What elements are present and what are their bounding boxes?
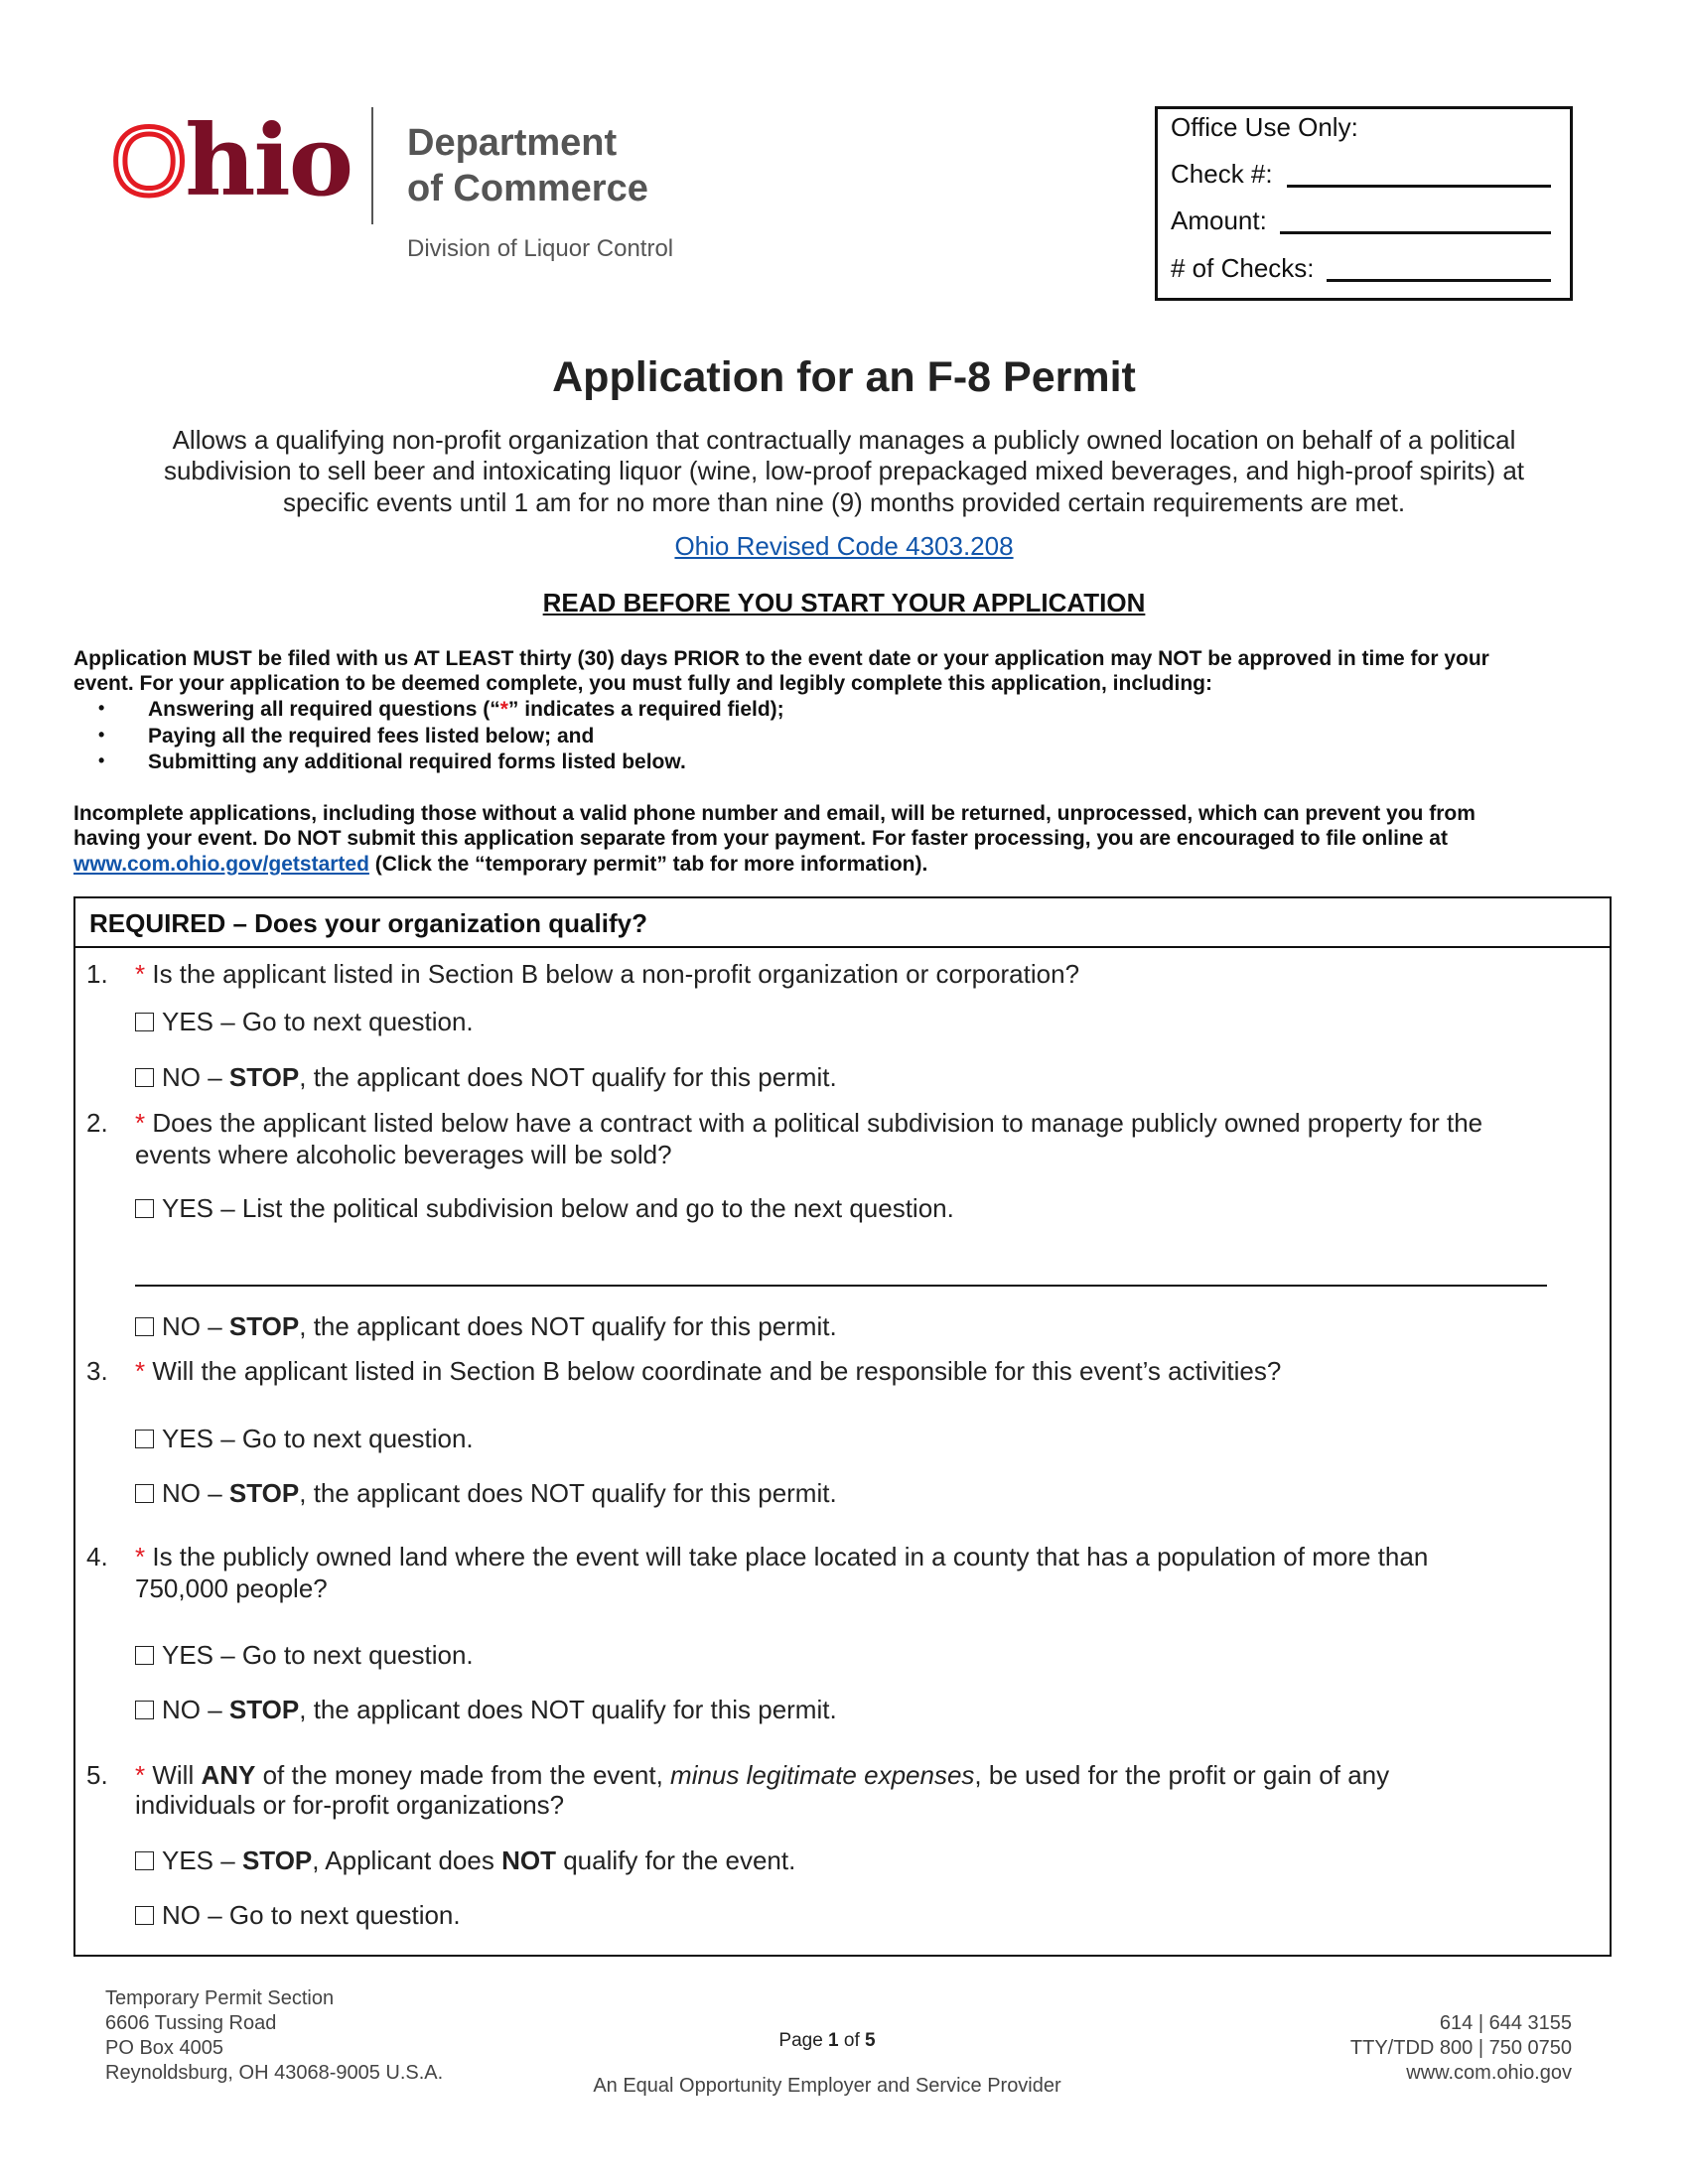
bullet-icon: • xyxy=(98,725,105,745)
question-text: * Does the applicant listed below have a contract with a political subdivision to manage publicly owned property for the xyxy=(135,1108,1483,1138)
q1-no-option[interactable]: NO – STOP, the applicant does NOT qualify for this permit. xyxy=(135,1062,837,1092)
read-before-heading: READ BEFORE YOU START YOUR APPLICATION xyxy=(542,588,1146,617)
footer-address: Temporary Permit Section 6606 Tussing Road PO Box 4005 Reynoldsburg, OH 43068-9005 U.S.A. xyxy=(105,1987,444,2084)
bullet-item: Answering all required questions (“*” indicates a required field); xyxy=(148,698,784,721)
q5-no-option[interactable]: NO – Go to next question. xyxy=(135,1900,461,1930)
question-number: 2. xyxy=(86,1108,108,1138)
dept-line1: Department xyxy=(407,122,618,164)
question-text: * Will the applicant listed in Section B below coordinate and be responsible for this event’s activities? xyxy=(135,1356,1282,1386)
bullet-icon: • xyxy=(98,751,105,770)
bullet-item: Submitting any additional required forms listed below. xyxy=(148,751,686,773)
checkbox-icon[interactable] xyxy=(135,1484,154,1503)
getstarted-link[interactable]: www.com.ohio.gov/getstarted xyxy=(73,853,369,876)
political-subdivision-field[interactable] xyxy=(135,1285,1547,1287)
question-text-cont: individuals or for-profit organizations? xyxy=(135,1790,565,1820)
bullet-item: Paying all the required fees listed below; and xyxy=(148,725,595,748)
check-label: Check #: xyxy=(1171,159,1273,189)
instructions-line: Incomplete applications, including those without a valid phone number and email, will be returned, unprocessed, which can prevent you from xyxy=(73,802,1476,825)
question-text: * Is the applicant listed in Section B below a non-profit organization or corporation? xyxy=(135,959,1080,989)
page-indicator: Page 1 of 5 xyxy=(778,2030,876,2051)
question-number: 1. xyxy=(86,959,108,989)
q3-yes-option[interactable]: YES – Go to next question. xyxy=(135,1424,474,1453)
page-title: Application for an F-8 Permit xyxy=(552,353,1136,401)
logo-divider xyxy=(371,107,373,224)
footer-contact: 614 | 644 3155 TTY/TDD 800 | 750 0750 www.com.ohio.gov xyxy=(1349,2012,1572,2084)
q3-no-option[interactable]: NO – STOP, the applicant does NOT qualify for this permit. xyxy=(135,1478,837,1508)
amount-label: Amount: xyxy=(1171,205,1267,235)
q4-no-option[interactable]: NO – STOP, the applicant does NOT qualify for this permit. xyxy=(135,1695,837,1724)
checkbox-icon[interactable] xyxy=(135,1851,154,1870)
question-text: * Will ANY of the money made from the event, minus legitimate expenses, be used for the profit or gain of any xyxy=(135,1760,1390,1790)
checks-field[interactable] xyxy=(1327,279,1551,282)
q1-yes-option[interactable]: YES – Go to next question. xyxy=(135,1007,474,1036)
qualify-header-text: REQUIRED – Does your organization qualify? xyxy=(89,908,647,938)
q5-yes-option[interactable]: YES – STOP, Applicant does NOT qualify for the event. xyxy=(135,1845,795,1875)
instructions-line: Application MUST be filed with us AT LEAST thirty (30) days PRIOR to the event date or your application may NOT be approved in time for your xyxy=(73,647,1489,670)
bullet-icon: • xyxy=(98,698,105,718)
q4-yes-option[interactable]: YES – Go to next question. xyxy=(135,1640,474,1670)
dept-line2: of Commerce xyxy=(407,168,648,209)
q2-yes-option[interactable]: YES – List the political subdivision below and go to the next question. xyxy=(135,1193,954,1223)
description-line: subdivision to sell beer and intoxicating liquor (wine, low-proof prepackaged mixed beverages, and high-proof spirits) at xyxy=(163,456,1525,485)
question-number: 5. xyxy=(86,1760,108,1790)
question-number: 4. xyxy=(86,1542,108,1571)
instructions-line: www.com.ohio.gov/getstarted (Click the “temporary permit” tab for more information). xyxy=(73,853,928,876)
description-line: specific events until 1 am for no more than nine (9) months provided certain requirements are met. xyxy=(282,487,1406,517)
amount-field[interactable] xyxy=(1280,231,1551,234)
checkbox-icon[interactable] xyxy=(135,1430,154,1448)
ohio-revised-code-link[interactable]: Ohio Revised Code 4303.208 xyxy=(674,531,1014,561)
instructions-line: event. For your application to be deemed complete, you must fully and legibly complete this application, including: xyxy=(73,672,1212,695)
checkbox-icon[interactable] xyxy=(135,1199,154,1218)
equal-opportunity: An Equal Opportunity Employer and Service Provider xyxy=(593,2075,1061,2097)
check-field[interactable] xyxy=(1287,185,1551,188)
checkbox-icon[interactable] xyxy=(135,1646,154,1665)
ohio-logo: Ohio xyxy=(111,104,352,218)
checkbox-icon[interactable] xyxy=(135,1013,154,1031)
question-text-cont: 750,000 people? xyxy=(135,1573,328,1603)
instructions-line: having your event. Do NOT submit this application separate from your payment. For faster processing, you are encouraged to file online at xyxy=(73,827,1448,850)
checks-label: # of Checks: xyxy=(1171,253,1315,283)
office-use-box xyxy=(1155,106,1573,301)
division-name: Division of Liquor Control xyxy=(407,235,674,262)
checkbox-icon[interactable] xyxy=(135,1068,154,1087)
question-number: 3. xyxy=(86,1356,108,1386)
checkbox-icon[interactable] xyxy=(135,1317,154,1336)
question-text: * Is the publicly owned land where the event will take place located in a county that has a population of more than xyxy=(135,1542,1429,1571)
question-text-cont: events where alcoholic beverages will be sold? xyxy=(135,1140,672,1169)
qualify-header xyxy=(75,898,1610,948)
q2-no-option[interactable]: NO – STOP, the applicant does NOT qualify for this permit. xyxy=(135,1311,837,1341)
checkbox-icon[interactable] xyxy=(135,1906,154,1925)
description-line: Allows a qualifying non-profit organization that contractually manages a publicly owned location on behalf of a political xyxy=(172,425,1516,455)
checkbox-icon[interactable] xyxy=(135,1701,154,1719)
office-use-title: Office Use Only: xyxy=(1171,112,1358,142)
